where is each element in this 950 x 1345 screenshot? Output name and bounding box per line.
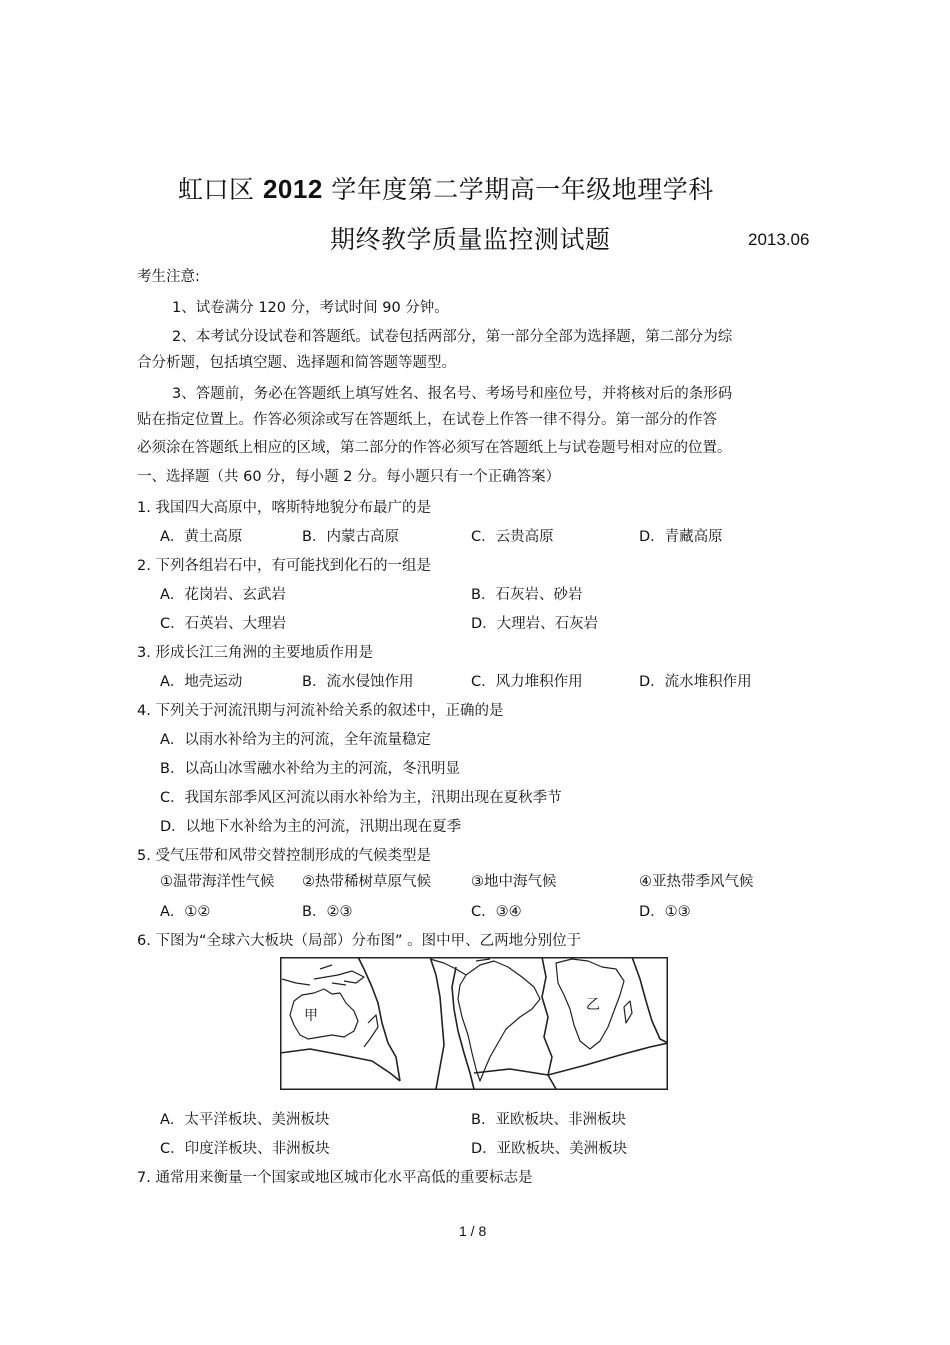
notice-item-1: 1、试卷满分 120 分，考试时间 90 分钟。 (172, 300, 449, 316)
page-title (178, 170, 714, 206)
exam-date: 2013.06 (748, 230, 810, 249)
page-number: 1 / 8 (459, 1223, 487, 1239)
question-4-stem: 4. 下列关于河流汛期与河流补给关系的叙述中，正确的是 (137, 703, 504, 719)
question-2-option-d: D．大理岩、石灰岩 (471, 616, 599, 632)
question-3-option-d: D．流水堆积作用 (639, 674, 752, 690)
question-1-stem: 1. 我国四大高原中，喀斯特地貌分布最广的是 (137, 500, 431, 516)
question-6-option-a: A．太平洋板块、美洲板块 (160, 1112, 330, 1128)
question-7-stem: 7. 通常用来衡量一个国家或地区城市化水平高低的重要标志是 (137, 1170, 533, 1186)
map-label-jia: 甲 (304, 1008, 318, 1024)
question-4-option-c: C．我国东部季风区河流以雨水补给为主，汛期出现在夏秋季节 (160, 790, 562, 806)
question-1-option-b: B．内蒙古高原 (302, 529, 399, 545)
page-subtitle: 期终教学质量监控测试题 (330, 225, 611, 254)
question-5-option-a: A．①② (160, 904, 211, 920)
title-year: 2012 (262, 174, 323, 204)
question-4-option-a: A．以雨水补给为主的河流，全年流量稳定 (160, 732, 431, 748)
notice-item-3-line-1: 3、答题前，务必在答题纸上填写姓名、报名号、考场号和座位号，并将核对后的条形码 (172, 386, 733, 402)
question-1-option-a: A．黄土高原 (160, 529, 243, 545)
question-1-option-d: D．青藏高原 (639, 529, 723, 545)
notice-item-3-line-2: 贴在指定位置上。作答必须涂或写在答题纸上，在试卷上作答一律不得分。第一部分的作答 (137, 412, 717, 428)
question-4-option-b: B．以高山冰雪融水补给为主的河流，冬汛明显 (160, 761, 460, 777)
question-5-choice-3: ③地中海气候 (471, 874, 557, 890)
question-3-option-a: A．地壳运动 (160, 674, 243, 690)
question-3-option-c: C．风力堆积作用 (471, 674, 583, 690)
question-3-stem: 3. 形成长江三角洲的主要地质作用是 (137, 645, 373, 661)
question-2-option-c: C．石英岩、大理岩 (160, 616, 287, 632)
question-5-choice-1: ①温带海洋性气候 (160, 874, 275, 890)
notice-item-2-line-1: 2、本考试分设试卷和答题纸。试卷包括两部分，第一部分全部为选择题，第二部分为综 (172, 329, 733, 345)
question-5-choice-2: ②热带稀树草原气候 (302, 874, 431, 890)
question-5-option-c: C．③④ (471, 904, 522, 920)
map-label-yi: 乙 (586, 997, 600, 1013)
question-3-option-b: B．流水侵蚀作用 (302, 674, 414, 690)
plate-map-figure (280, 957, 668, 1090)
question-6-option-d: D．亚欧板块、美洲板块 (471, 1141, 628, 1157)
section-heading: 一、选择题（共 60 分，每小题 2 分。每小题只有一个正确答案） (137, 469, 561, 485)
notice-item-2-line-2: 合分析题，包括填空题、选择题和简答题等题型。 (137, 355, 456, 371)
title-part2: 学年度第二学期高一年级地理学科 (322, 175, 714, 204)
question-4-option-d: D．以地下水补给为主的河流，汛期出现在夏季 (160, 819, 462, 835)
notice-label: 考生注意: (137, 269, 200, 285)
question-5-stem: 5. 受气压带和风带交替控制形成的气候类型是 (137, 848, 431, 864)
question-5-option-b: B．②③ (302, 904, 353, 920)
question-2-option-a: A．花岗岩、玄武岩 (160, 587, 286, 603)
question-5-option-d: D．①③ (639, 904, 691, 920)
question-5-choice-4: ④亚热带季风气候 (639, 874, 754, 890)
notice-item-3-line-3: 必须涂在答题纸上相应的区域，第二部分的作答必须写在答题纸上与试卷题号相对应的位置。 (137, 440, 732, 456)
question-2-option-b: B．石灰岩、砂岩 (471, 587, 583, 603)
question-2-stem: 2. 下列各组岩石中，有可能找到化石的一组是 (137, 558, 431, 574)
question-1-option-c: C．云贵高原 (471, 529, 554, 545)
question-6-stem: 6. 下图为“全球六大板块（局部）分布图” 。图中甲、乙两地分别位于 (137, 933, 582, 949)
question-6-option-c: C．印度洋板块、非洲板块 (160, 1141, 330, 1157)
question-6-option-b: B．亚欧板块、非洲板块 (471, 1112, 626, 1128)
title-part1: 虹口区 (178, 175, 263, 204)
